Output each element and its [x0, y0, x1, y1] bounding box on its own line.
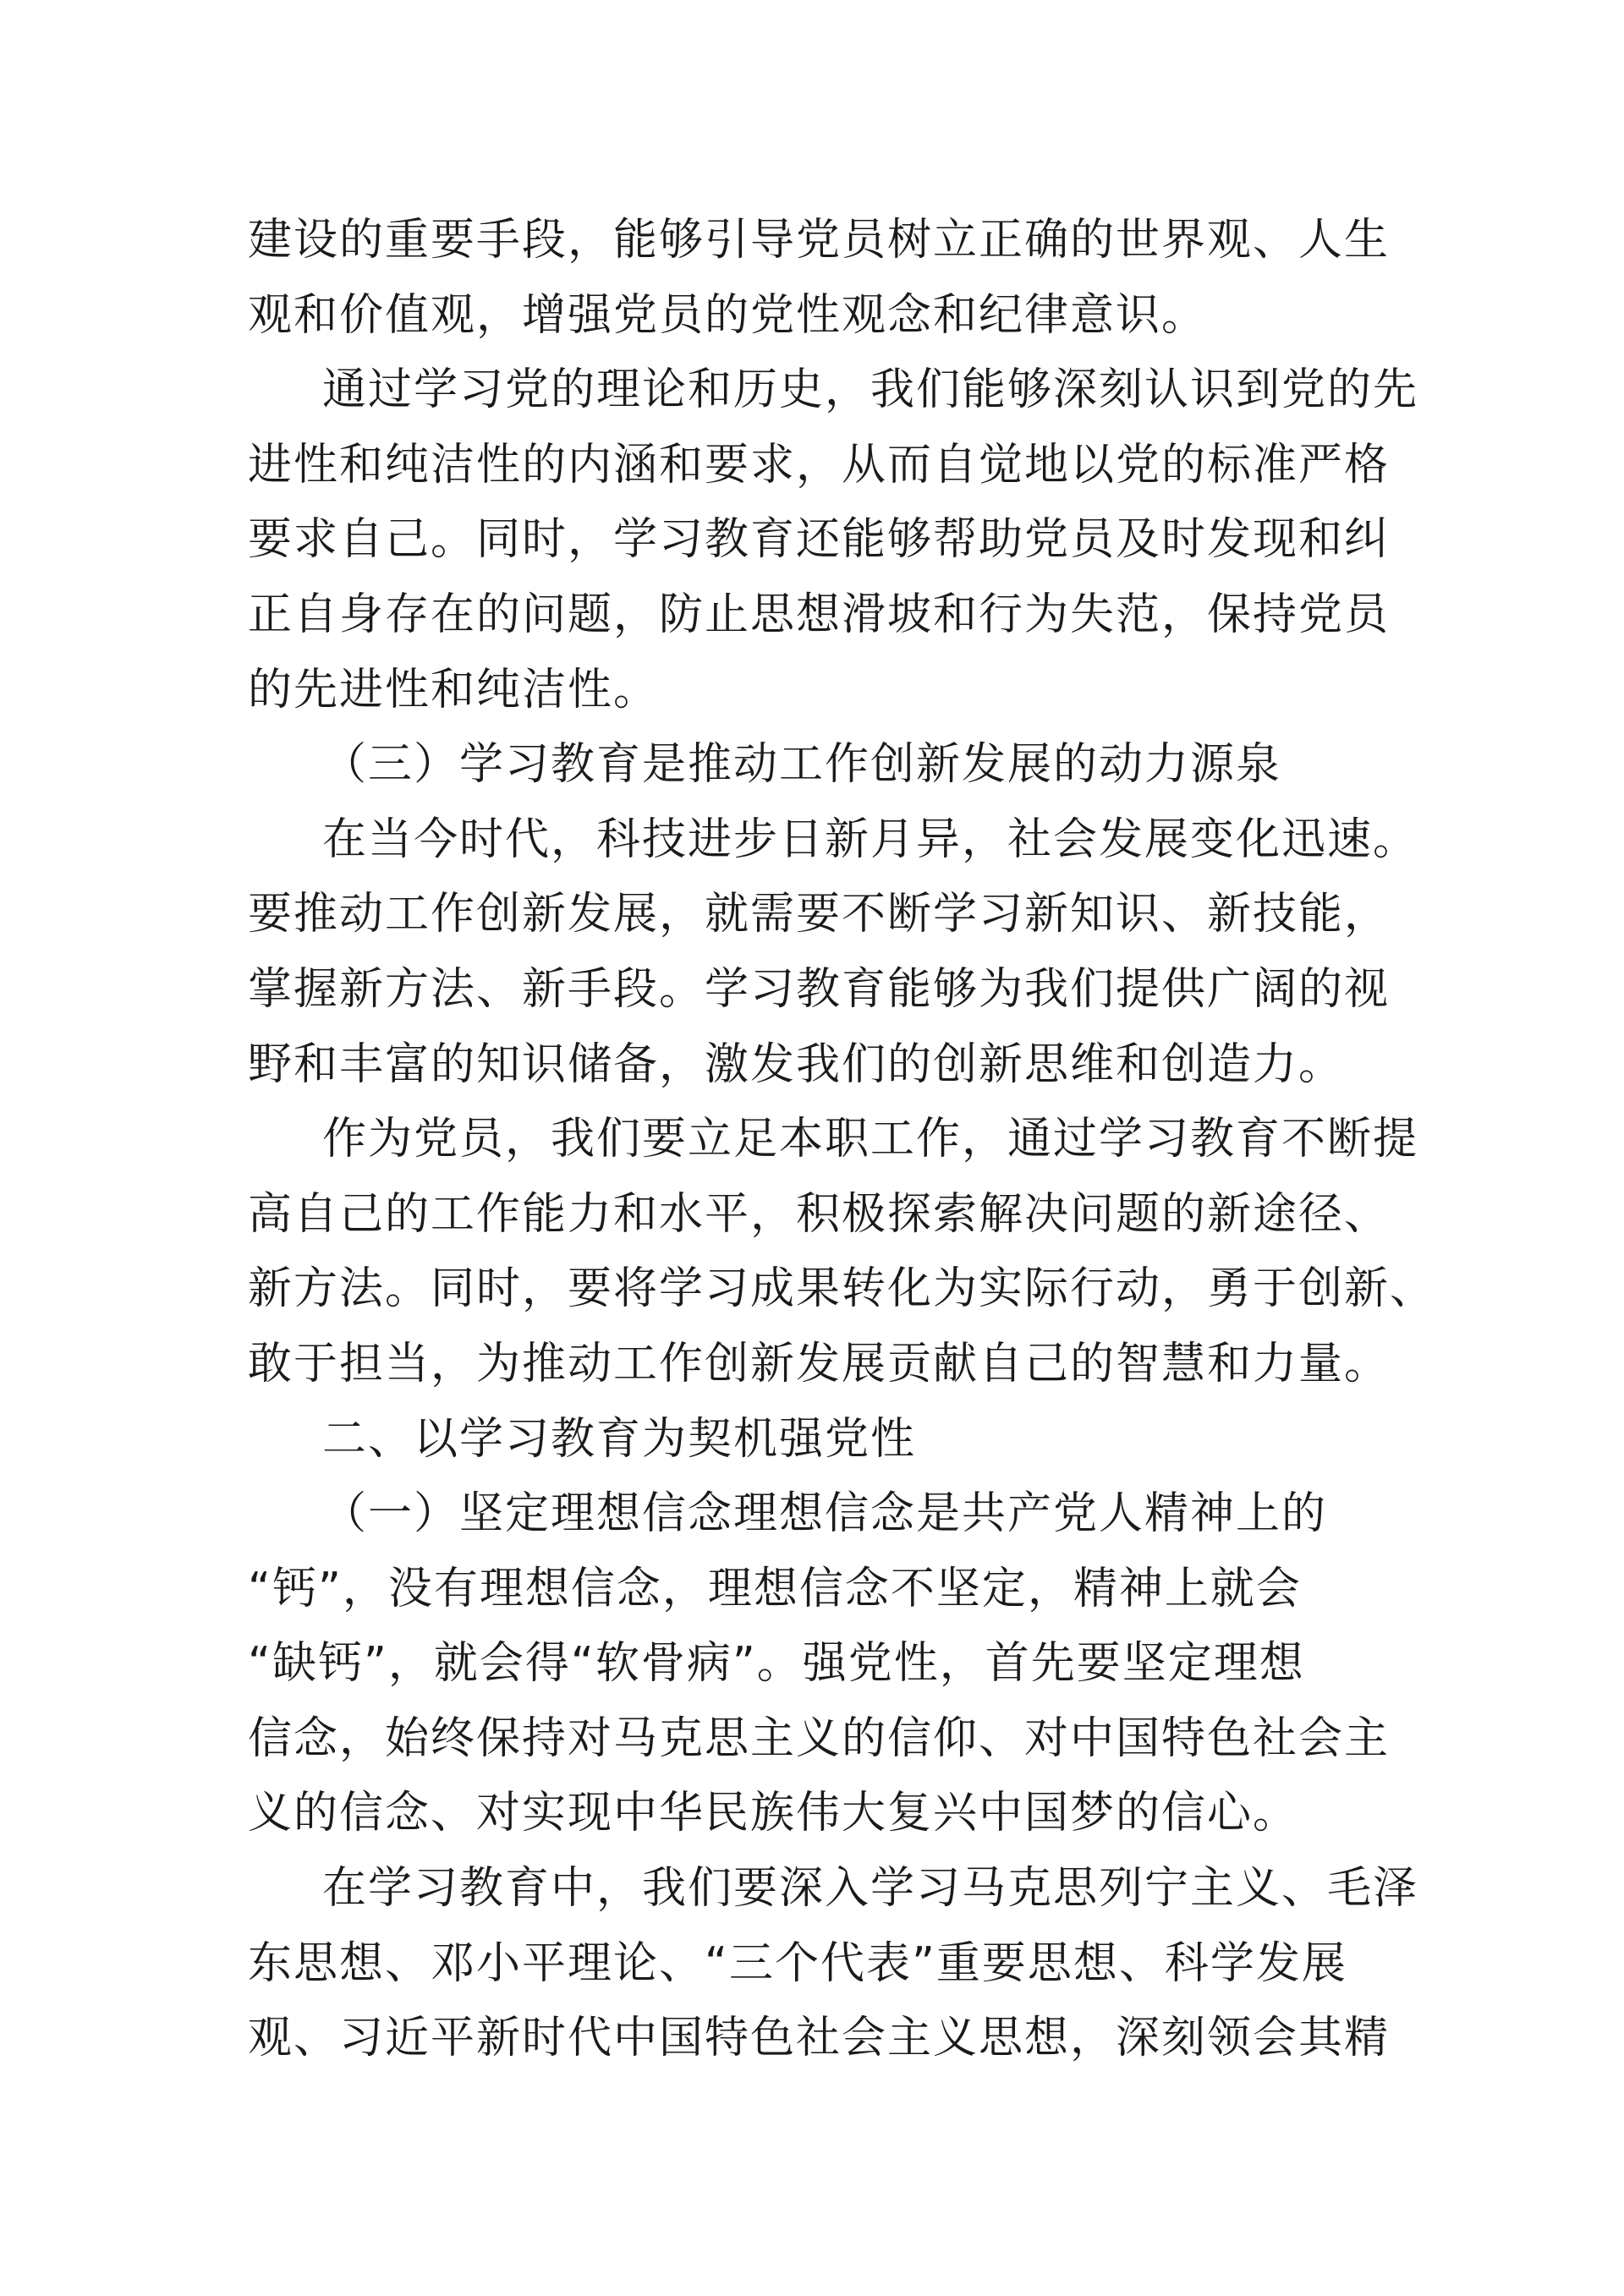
paragraph-start-line: 通过学习党的理论和历史，我们能够深刻认识到党的先	[322, 364, 1419, 416]
text-line: 野和丰富的知识储备，激发我们的创新思维和创造力。	[248, 1038, 1345, 1090]
text-line: 高自己的工作能力和水平，积极探索解决问题的新途径、	[248, 1188, 1391, 1240]
text-line: 观和价值观，增强党员的党性观念和纪律意识。	[248, 289, 1208, 341]
paragraph-start-line: 作为党员，我们要立足本职工作，通过学习教育不断提	[322, 1114, 1419, 1165]
section-heading: 二、以学习教育为契机强党性	[322, 1413, 917, 1465]
text-line: 义的信念、对实现中华民族伟大复兴中国梦的信心。	[248, 1788, 1299, 1839]
paragraph-start-line: 在学习教育中，我们要深入学习马克思列宁主义、毛泽	[322, 1863, 1419, 1915]
text-line: 的先进性和纯洁性。	[248, 664, 660, 715]
text-line: “缺钙”，就会得“软骨病”。强党性，首先要坚定理想	[248, 1638, 1305, 1690]
document-body	[248, 203, 1436, 2076]
text-line: 东思想、邓小平理论、“三个代表”重要思想、科学发展	[248, 1937, 1347, 1989]
section-heading: （一）坚定理想信念理想信念是共产党人精神上的	[322, 1488, 1328, 1540]
text-line: 新方法。同时，要将学习成果转化为实际行动，勇于创新、	[248, 1263, 1436, 1315]
text-line: 信念，始终保持对马克思主义的信仰、对中国特色社会主	[248, 1712, 1391, 1764]
section-heading: （三）学习教育是推动工作创新发展的动力源泉	[322, 739, 1282, 791]
text-line: 观、习近平新时代中国特色社会主义思想，深刻领会其精	[248, 2013, 1391, 2064]
text-line: 正自身存在的问题，防止思想滑坡和行为失范，保持党员	[248, 589, 1391, 640]
paragraph-start-line: 在当今时代，科技进步日新月异，社会发展变化迅速。	[322, 814, 1419, 865]
text-line: 要求自己。同时，学习教育还能够帮助党员及时发现和纠	[248, 514, 1391, 566]
text-line: 掌握新方法、新手段。学习教育能够为我们提供广阔的视	[248, 963, 1391, 1015]
text-line: 敢于担当，为推动工作创新发展贡献自己的智慧和力量。	[248, 1338, 1391, 1389]
text-line: 建设的重要手段，能够引导党员树立正确的世界观、人生	[248, 215, 1391, 266]
text-line: 进性和纯洁性的内涵和要求，从而自觉地以党的标准严格	[248, 439, 1391, 490]
text-line: 要推动工作创新发展，就需要不断学习新知识、新技能，	[248, 889, 1391, 940]
text-line: “钙”，没有理想信念，理想信念不坚定，精神上就会	[248, 1563, 1302, 1614]
